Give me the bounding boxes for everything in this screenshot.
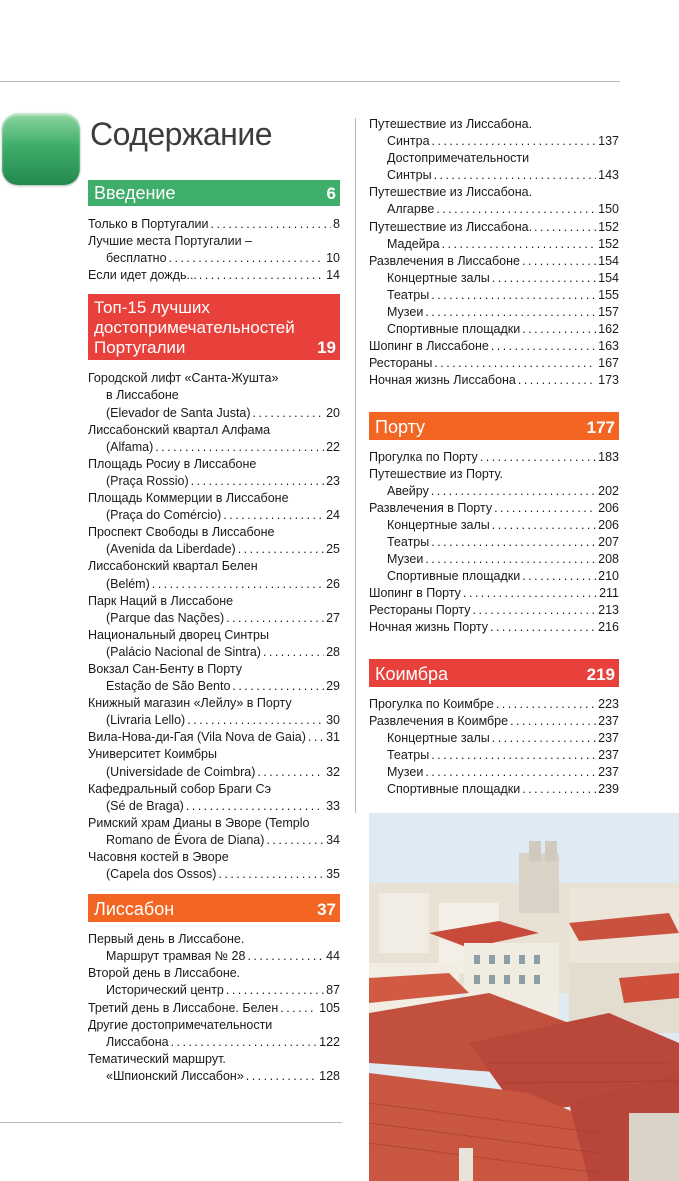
toc-entry-page: 202 [598, 483, 619, 498]
toc-entry-page: 208 [598, 552, 619, 567]
toc-leader-dots [226, 610, 324, 627]
toc-entry[interactable] [88, 1034, 340, 1051]
toc-entry[interactable] [369, 602, 619, 619]
section-title: Лиссабон [94, 899, 175, 920]
toc-entry-page: 33 [326, 798, 340, 813]
toc-entry[interactable] [369, 321, 619, 338]
toc-entry-title: Городской лифт «Санта-Жушта» [88, 371, 279, 386]
toc-entry-title: Ночная жизнь Лиссабона [369, 373, 516, 388]
toc-leader-dots [491, 338, 596, 355]
lisbon-continued-entries [369, 116, 619, 390]
toc-entry-page: 23 [326, 473, 340, 488]
toc-leader-dots [280, 1000, 317, 1017]
toc-entry-page: 216 [598, 620, 619, 635]
toc-leader-dots [218, 866, 324, 883]
toc-entry-title: (Parque das Nações) [106, 610, 225, 625]
toc-entry[interactable] [369, 253, 619, 270]
toc-entry[interactable] [88, 644, 340, 661]
toc-entry-title: Путешествие из Лиссабона. [369, 185, 533, 200]
toc-entry[interactable] [88, 931, 340, 948]
toc-entry[interactable] [88, 678, 340, 695]
toc-entry-title: Развлечения в Лиссабоне [369, 253, 520, 268]
toc-entry-title: Прогулка по Коимбре [369, 696, 494, 711]
toc-entry-title: Музеи [387, 305, 424, 320]
toc-entry-title: (Capela dos Ossos) [106, 867, 217, 882]
toc-entry[interactable] [369, 338, 619, 355]
coimbra-entries [369, 696, 619, 799]
toc-entry-title: Путешествие из Лиссабона. [369, 219, 533, 234]
toc-entry-page: 154 [598, 253, 619, 268]
toc-entry-page: 27 [326, 610, 340, 625]
toc-entry[interactable] [369, 713, 619, 730]
toc-leader-dots [492, 270, 596, 287]
toc-leader-dots [211, 216, 332, 233]
toc-leader-dots [425, 551, 596, 568]
toc-entry[interactable] [369, 764, 619, 781]
toc-entry-title: Прогулка по Порту [369, 449, 478, 464]
toc-entry-page: 143 [598, 168, 619, 183]
toc-entry-title: Театры [387, 747, 430, 762]
toc-entry-title: Парк Наций в Лиссабоне [88, 593, 234, 608]
toc-entry[interactable] [369, 304, 619, 321]
toc-entry-title: Третий день в Лиссабоне. Белен [88, 1000, 279, 1015]
toc-entry-title: Театры [387, 534, 430, 549]
toc-entry-title: Синтра [387, 134, 430, 149]
toc-entry-page: 34 [326, 832, 340, 847]
toc-entry[interactable] [88, 849, 340, 866]
toc-leader-dots [155, 439, 324, 456]
toc-entry-page: 122 [319, 1034, 340, 1049]
porto-entries [369, 449, 619, 637]
section-page: 6 [326, 184, 336, 203]
toc-leader-dots [431, 747, 596, 764]
toc-leader-dots [191, 473, 324, 490]
intro-entries [88, 216, 340, 284]
toc-entry[interactable] [88, 593, 340, 610]
section-header-coimbra[interactable] [369, 659, 619, 687]
toc-leader-dots [257, 764, 324, 781]
toc-entry[interactable] [88, 473, 340, 490]
toc-entry[interactable] [88, 1000, 340, 1017]
toc-entry-page: 22 [326, 439, 340, 454]
toc-leader-dots [434, 355, 596, 372]
bottom-rule [0, 1122, 342, 1123]
toc-entry[interactable] [369, 551, 619, 568]
toc-entry-title: Спортивные площадки [387, 782, 521, 796]
toc-entry-title: Лиссабона [106, 1034, 169, 1049]
toc-entry[interactable] [88, 695, 340, 712]
toc-entry-page: 239 [598, 782, 619, 796]
toc-entry[interactable] [369, 585, 619, 602]
section-page: 177 [586, 417, 615, 437]
section-header-intro[interactable] [88, 180, 340, 206]
toc-leader-dots [232, 678, 324, 695]
section-title: Порту [375, 416, 426, 437]
toc-entry-page: 44 [326, 949, 340, 964]
toc-leader-dots [522, 568, 596, 585]
toc-leader-dots [522, 781, 596, 798]
toc-entry[interactable] [88, 815, 340, 832]
toc-leader-dots [473, 602, 597, 619]
toc-entry-page: 167 [598, 356, 619, 371]
toc-leader-dots [522, 253, 596, 270]
toc-entry[interactable] [369, 167, 619, 184]
section-page: 19 [317, 338, 336, 358]
toc-leader-dots [253, 405, 325, 422]
toc-entry-title: (Universidade de Coimbra) [106, 764, 256, 779]
toc-entry-page: 237 [598, 764, 619, 779]
toc-entry-title: Музеи [387, 764, 424, 779]
toc-entry-title: Шопинг в Порту [369, 586, 461, 601]
right-column [369, 116, 619, 798]
toc-entry-page: 154 [598, 270, 619, 285]
toc-leader-dots [431, 534, 596, 551]
toc-entry[interactable] [369, 184, 619, 201]
toc-entry-title: Другие достопримечательности [88, 1017, 273, 1032]
toc-entry[interactable] [88, 982, 340, 999]
toc-entry-title: (Palácio Nacional de Sintra) [106, 644, 261, 659]
toc-entry-title: Лиссабонский квартал Алфама [88, 422, 271, 437]
toc-entry-page: 237 [598, 730, 619, 745]
toc-entry-page: 28 [326, 644, 340, 659]
toc-entry-title: Авейру [387, 483, 429, 498]
toc-entry-title: Путешествие из Лиссабона. [369, 117, 533, 131]
toc-entry[interactable] [88, 746, 340, 763]
toc-entry[interactable] [88, 456, 340, 473]
toc-leader-dots [442, 236, 597, 253]
lisbon-rooftops-photo [369, 813, 679, 1181]
toc-entry[interactable] [88, 1051, 340, 1068]
toc-entry-title: Часовня костей в Эворе [88, 850, 229, 864]
toc-entry[interactable] [88, 541, 340, 558]
toc-leader-dots [308, 729, 324, 746]
toc-entry-title: Лиссабонский квартал Белен [88, 559, 258, 574]
page-title: Содержание [90, 116, 273, 152]
toc-entry[interactable] [88, 729, 340, 746]
toc-entry-page: 25 [326, 542, 340, 557]
toc-entry[interactable] [88, 490, 340, 507]
toc-entry[interactable] [88, 832, 340, 849]
toc-entry-page: 207 [598, 534, 619, 549]
toc-leader-dots [199, 267, 324, 284]
toc-entry[interactable] [369, 270, 619, 287]
toc-entry[interactable] [88, 610, 340, 627]
toc-entry-title: Кафедральный собор Браги Сэ [88, 781, 271, 796]
toc-entry[interactable] [88, 661, 340, 678]
toc-entry-title: Достопримечательности [387, 151, 530, 166]
toc-entry[interactable] [369, 219, 619, 236]
toc-entry[interactable] [369, 201, 619, 218]
toc-entry-title: Первый день в Лиссабоне. [88, 932, 245, 947]
toc-entry-title: Концертные залы [387, 730, 490, 745]
toc-entry[interactable] [88, 439, 340, 456]
toc-entry[interactable] [88, 1068, 340, 1085]
toc-entry-page: 14 [326, 268, 340, 283]
toc-entry[interactable] [88, 965, 340, 982]
toc-entry-title: Romano de Évora de Diana) [106, 832, 265, 847]
toc-entry-page: 105 [319, 1000, 340, 1015]
toc-leader-dots [490, 619, 596, 636]
toc-entry-title: Развлечения в Порту [369, 500, 493, 515]
toc-entry[interactable] [369, 781, 619, 798]
toc-entry-title: Исторический центр [106, 983, 224, 998]
toc-entry-title: Рестораны [369, 356, 433, 371]
toc-leader-dots [436, 201, 596, 218]
toc-entry-page: 155 [598, 287, 619, 302]
section-page: 219 [586, 664, 615, 684]
toc-entry-page: 10 [326, 251, 340, 266]
toc-entry-title: Шопинг в Лиссабоне [369, 339, 489, 354]
toc-entry[interactable] [369, 517, 619, 534]
toc-entry-title: Лучшие места Португалии – [88, 234, 252, 249]
toc-entry-title: Музеи [387, 552, 424, 567]
toc-entry-title: Вила-Нова-ди-Гая (Vila Nova de Gaia) [88, 730, 306, 745]
toc-entry-page: 31 [326, 730, 340, 745]
section-page: 37 [317, 900, 336, 920]
toc-leader-dots [186, 798, 324, 815]
toc-entry[interactable] [88, 267, 340, 284]
toc-entry-page: 237 [598, 747, 619, 762]
lisbon-entries [88, 931, 340, 1085]
toc-entry-page: 206 [598, 500, 619, 515]
toc-entry[interactable] [88, 1017, 340, 1034]
toc-entry-page: 237 [598, 713, 619, 728]
toc-entry[interactable] [369, 133, 619, 150]
toc-entry-title: Спортивные площадки [387, 322, 521, 337]
toc-leader-dots [432, 133, 597, 150]
toc-entry[interactable] [88, 712, 340, 729]
toc-entry-title: Национальный дворец Синтры [88, 627, 269, 642]
toc-leader-dots [492, 730, 596, 747]
toc-entry-page: 35 [326, 867, 340, 882]
section-title: Коимбра [375, 663, 449, 684]
toc-entry-title: Ночная жизнь Порту [369, 620, 489, 635]
toc-entry-page: 152 [598, 236, 619, 251]
toc-leader-dots [226, 982, 324, 999]
toc-entry[interactable] [369, 568, 619, 585]
toc-leader-dots [510, 713, 596, 730]
toc-entry-page: 162 [598, 322, 619, 337]
left-column [88, 180, 340, 1085]
toc-entry-title: Рестораны Порту [369, 603, 471, 618]
toc-entry[interactable] [369, 730, 619, 747]
toc-leader-dots [431, 483, 596, 500]
toc-entry[interactable] [369, 747, 619, 764]
chapter-tab-badge [2, 113, 80, 185]
section-header-lisbon[interactable] [88, 894, 340, 922]
toc-entry-page: 30 [326, 713, 340, 728]
toc-entry-page: 183 [598, 449, 619, 464]
top15-entries [88, 370, 340, 883]
toc-entry[interactable] [369, 619, 619, 636]
toc-entry-title: Estação de São Bento [106, 679, 231, 694]
toc-leader-dots [266, 832, 324, 849]
toc-entry-title: Площадь Коммерции в Лиссабоне [88, 491, 289, 506]
toc-entry-page: 173 [598, 373, 619, 388]
toc-entry[interactable] [369, 449, 619, 466]
toc-leader-dots [431, 287, 596, 304]
toc-entry-page: 20 [326, 405, 340, 420]
toc-entry[interactable] [369, 287, 619, 304]
toc-entry[interactable] [88, 627, 340, 644]
toc-leader-dots [522, 321, 596, 338]
toc-leader-dots [518, 372, 596, 389]
toc-entry-title: Путешествие из Порту. [369, 466, 503, 481]
toc-entry-title: Если идет дождь... [88, 268, 197, 283]
toc-leader-dots [169, 250, 325, 267]
toc-entry-page: 210 [598, 569, 619, 584]
toc-entry[interactable] [369, 696, 619, 713]
toc-entry[interactable] [88, 422, 340, 439]
toc-entry-title: Площадь Росиу в Лиссабоне [88, 456, 257, 471]
toc-entry[interactable] [88, 405, 340, 422]
toc-entry-page: 150 [598, 202, 619, 217]
toc-entry[interactable] [88, 576, 340, 593]
toc-entry[interactable] [88, 233, 340, 250]
toc-leader-dots [534, 219, 596, 236]
toc-entry[interactable] [369, 534, 619, 551]
toc-entry-title: в Лиссабоне [106, 388, 179, 403]
section-title: Топ-15 лучших достопримечательностей Португалии [94, 298, 295, 358]
toc-entry-title: (Praça Rossio) [106, 473, 189, 488]
toc-entry[interactable] [369, 236, 619, 253]
toc-entry-page: 24 [326, 508, 340, 523]
toc-entry-title: (Avenida da Liberdade) [106, 542, 236, 557]
toc-entry-page: 152 [598, 219, 619, 234]
toc-entry[interactable] [88, 250, 340, 267]
toc-leader-dots [246, 1068, 317, 1085]
toc-leader-dots [480, 449, 596, 466]
toc-entry-title: Алгарве [387, 202, 435, 217]
column-divider [355, 118, 356, 813]
toc-entry-title: (Alfama) [106, 439, 154, 454]
toc-entry-title: Театры [387, 287, 430, 302]
toc-leader-dots [434, 167, 597, 184]
toc-entry-page: 29 [326, 679, 340, 694]
toc-entry[interactable] [369, 355, 619, 372]
toc-entry-title: Концертные залы [387, 270, 490, 285]
toc-entry-title: Тематический маршрут. [88, 1051, 226, 1066]
toc-leader-dots [494, 500, 596, 517]
toc-leader-dots [187, 712, 324, 729]
toc-leader-dots [263, 644, 324, 661]
toc-entry-page: 8 [333, 217, 340, 231]
toc-entry-page: 213 [598, 603, 619, 618]
toc-entry[interactable] [88, 798, 340, 815]
toc-entry-title: Проспект Свободы в Лиссабоне [88, 525, 275, 540]
toc-entry-page: 87 [326, 983, 340, 998]
toc-entry-title: Синтры [387, 168, 432, 183]
toc-entry-title: Мадейра [387, 236, 440, 251]
toc-entry[interactable] [88, 507, 340, 524]
toc-leader-dots [492, 517, 596, 534]
toc-leader-dots [247, 948, 324, 965]
toc-entry-page: 32 [326, 764, 340, 779]
section-header-top15[interactable] [88, 294, 340, 360]
toc-entry[interactable] [369, 116, 619, 133]
toc-entry-title: Только в Португалии [88, 217, 209, 231]
toc-entry-title: (Elevador de Santa Justa) [106, 405, 251, 420]
toc-entry[interactable] [88, 387, 340, 404]
toc-entry[interactable] [369, 500, 619, 517]
toc-entry-page: 163 [598, 339, 619, 354]
toc-entry[interactable] [88, 524, 340, 541]
toc-entry[interactable] [88, 764, 340, 781]
toc-entry[interactable] [88, 781, 340, 798]
toc-entry[interactable] [88, 558, 340, 575]
toc-entry[interactable] [369, 150, 619, 167]
section-title: Введение [94, 183, 176, 203]
toc-entry[interactable] [88, 370, 340, 387]
toc-entry-page: 128 [319, 1068, 340, 1083]
toc-entry-title: (Praça do Comércio) [106, 508, 222, 523]
toc-leader-dots [223, 507, 324, 524]
top-rule [0, 81, 620, 82]
toc-entry-title: (Sé de Braga) [106, 798, 184, 813]
toc-entry-title: бесплатно [106, 251, 167, 266]
toc-entry-title: Концертные залы [387, 517, 490, 532]
toc-entry-title: (Belém) [106, 576, 150, 591]
toc-entry-page: 211 [599, 586, 619, 601]
toc-entry[interactable] [88, 866, 340, 883]
toc-entry-page: 26 [326, 576, 340, 591]
toc-entry-title: Римский храм Дианы в Эворе (Templo [88, 815, 310, 830]
toc-entry-title: (Livraria Lello) [106, 713, 186, 728]
toc-leader-dots [152, 576, 324, 593]
toc-entry[interactable] [88, 216, 340, 233]
toc-entry[interactable] [88, 948, 340, 965]
toc-leader-dots [171, 1034, 318, 1051]
toc-entry-title: Второй день в Лиссабоне. [88, 966, 241, 981]
toc-entry-page: 206 [598, 517, 619, 532]
toc-entry-page: 157 [598, 305, 619, 320]
toc-entry[interactable] [369, 372, 619, 389]
toc-entry-title: Развлечения в Коимбре [369, 713, 509, 728]
toc-leader-dots [463, 585, 597, 602]
toc-entry[interactable] [369, 466, 619, 483]
toc-entry-title: Книжный магазин «Лейлу» в Порту [88, 696, 292, 711]
section-header-porto[interactable] [369, 412, 619, 440]
toc-leader-dots [496, 696, 596, 713]
toc-entry-page: 137 [598, 134, 619, 149]
toc-leader-dots [425, 304, 596, 321]
toc-entry-title: «Шпионский Лиссабон» [106, 1068, 244, 1083]
toc-entry-title: Спортивные площадки [387, 569, 521, 584]
toc-entry[interactable] [369, 483, 619, 500]
toc-entry-title: Маршрут трамвая № 28 [106, 949, 246, 964]
toc-leader-dots [425, 764, 596, 781]
toc-leader-dots [238, 541, 324, 558]
toc-entry-title: Вокзал Сан-Бенту в Порту [88, 661, 243, 676]
toc-entry-title: Университет Коимбры [88, 747, 217, 762]
toc-entry-page: 223 [598, 696, 619, 711]
